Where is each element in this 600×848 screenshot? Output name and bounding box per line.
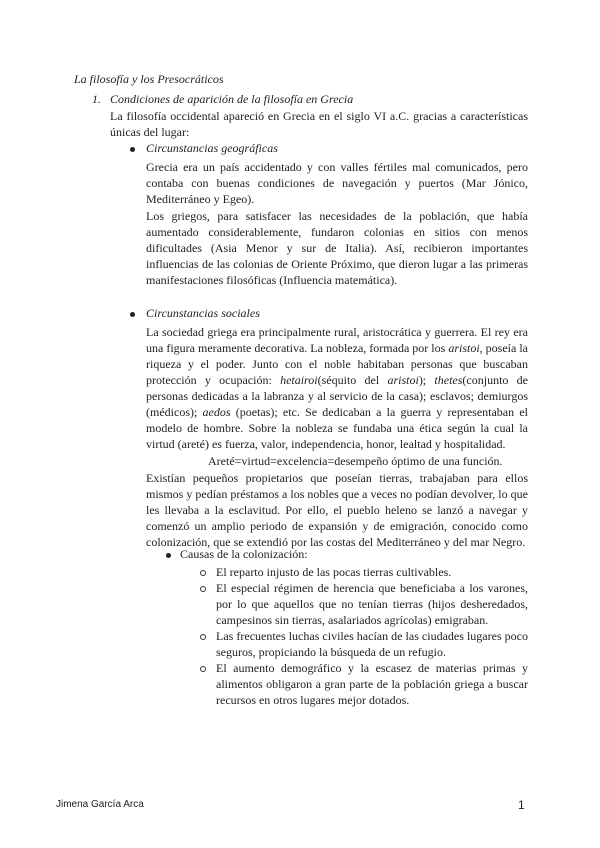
bullet-icon	[130, 147, 135, 152]
section-intro: La filosofía occidental apareció en Grecia en el siglo VI a.C. gracias a características únicas del lugar:	[110, 109, 528, 139]
social-paragraph-2: Existían pequeños propietarios que poseían tierras, trabajaban para ellos mismos y pedían préstamos a los nobles que a veces no podían devolver, lo que les llevaba a la esclavitud. Por ello, el pueblo heleno se lanzó a navegar y comenzó un amplio periodo de expansión y de emigración, conocido como colonización, que se extendió por las costas del Mediterráneo y del mar Negro.	[146, 471, 528, 549]
term-aedos: aedos	[202, 405, 231, 419]
term-aristoi: aristoi	[387, 373, 419, 387]
circle-bullet-icon	[200, 586, 206, 592]
bullet-icon	[130, 312, 135, 317]
circle-bullet-icon	[200, 570, 206, 576]
term-aristoi: aristoi	[448, 341, 480, 355]
arete-definition: Areté=virtud=excelencia=desempeño óptimo de una función.	[208, 454, 503, 468]
cause-item: El especial régimen de herencia que beneficiaba a los varones, por lo que aquellos que no tenían tierras (hijos desheredados, campesinos sin tierras, asalariados agrícolas) emigraban.	[216, 581, 528, 627]
document-title: La filosofía y los Presocráticos	[74, 72, 224, 86]
text-run: (conjunto de personas dedicadas a la labranza y al servicio de la casa); esclavos; demiurgos (médicos);	[146, 373, 528, 419]
section-heading: Condiciones de aparición de la filosofía en Grecia	[110, 92, 354, 106]
text-run: );	[418, 373, 435, 387]
text-run: (poetas); etc. Se dedicaban a la guerra y representaban el modelo de hombre. Sobre la nobleza se fundaba una ética según la cual la virtud (areté) es fuerza, valor, independencia, honor, lealtad y hospitalidad.	[146, 405, 528, 451]
circle-bullet-icon	[200, 634, 206, 640]
social-heading: Circunstancias sociales	[146, 306, 260, 320]
section-number: 1.	[92, 92, 101, 106]
social-paragraph-1	[146, 324, 528, 452]
circle-bullet-icon	[200, 666, 206, 672]
term-hetairoi: hetairoi	[280, 373, 318, 387]
text-run: La sociedad griega era principalmente rural, aristocrática y guerrera. El rey era una figura meramente decorativa. La nobleza, formada por los	[146, 325, 528, 355]
term-thetes: thetes	[434, 373, 463, 387]
geo-heading: Circunstancias geográficas	[146, 141, 278, 155]
footer-author: Jimena García Arca	[56, 799, 144, 810]
text-run: (séquito del	[317, 373, 388, 387]
bullet-icon	[166, 553, 171, 558]
cause-item: El reparto injusto de las pocas tierras cultivables.	[216, 565, 452, 579]
causes-heading: Causas de la colonización:	[180, 547, 308, 561]
page-number: 1	[518, 798, 525, 812]
geo-paragraph-1: Grecia era un país accidentado y con valles fértiles mal comunicados, pero contaba con buenas condiciones de navegación y puertos (Mar Jónico, Mediterráneo y Egeo).	[146, 160, 528, 206]
geo-paragraph-2: Los griegos, para satisfacer las necesidades de la población, que había aumentado considerablemente, fundaron colonias en sitios con menos dificultades (Asia Menor y sur de Italia). Así, recibieron importantes influencias de las colonias de Oriente Próximo, que dieron lugar a las primeras manifestaciones filosóficas (Influencia matemática).	[146, 209, 528, 287]
cause-item: Las frecuentes luchas civiles hacían de las ciudades lugares poco seguros, propiciando la búsqueda de un refugio.	[216, 629, 528, 659]
cause-item: El aumento demográfico y la escasez de materias primas y alimentos obligaron a gran parte de la población griega a buscar recursos en otros lugares mejor dotados.	[216, 661, 528, 707]
text-run: , poseía la riqueza y el poder. Junto con el noble habitaban personas que buscaban protección y ocupación:	[146, 341, 528, 387]
